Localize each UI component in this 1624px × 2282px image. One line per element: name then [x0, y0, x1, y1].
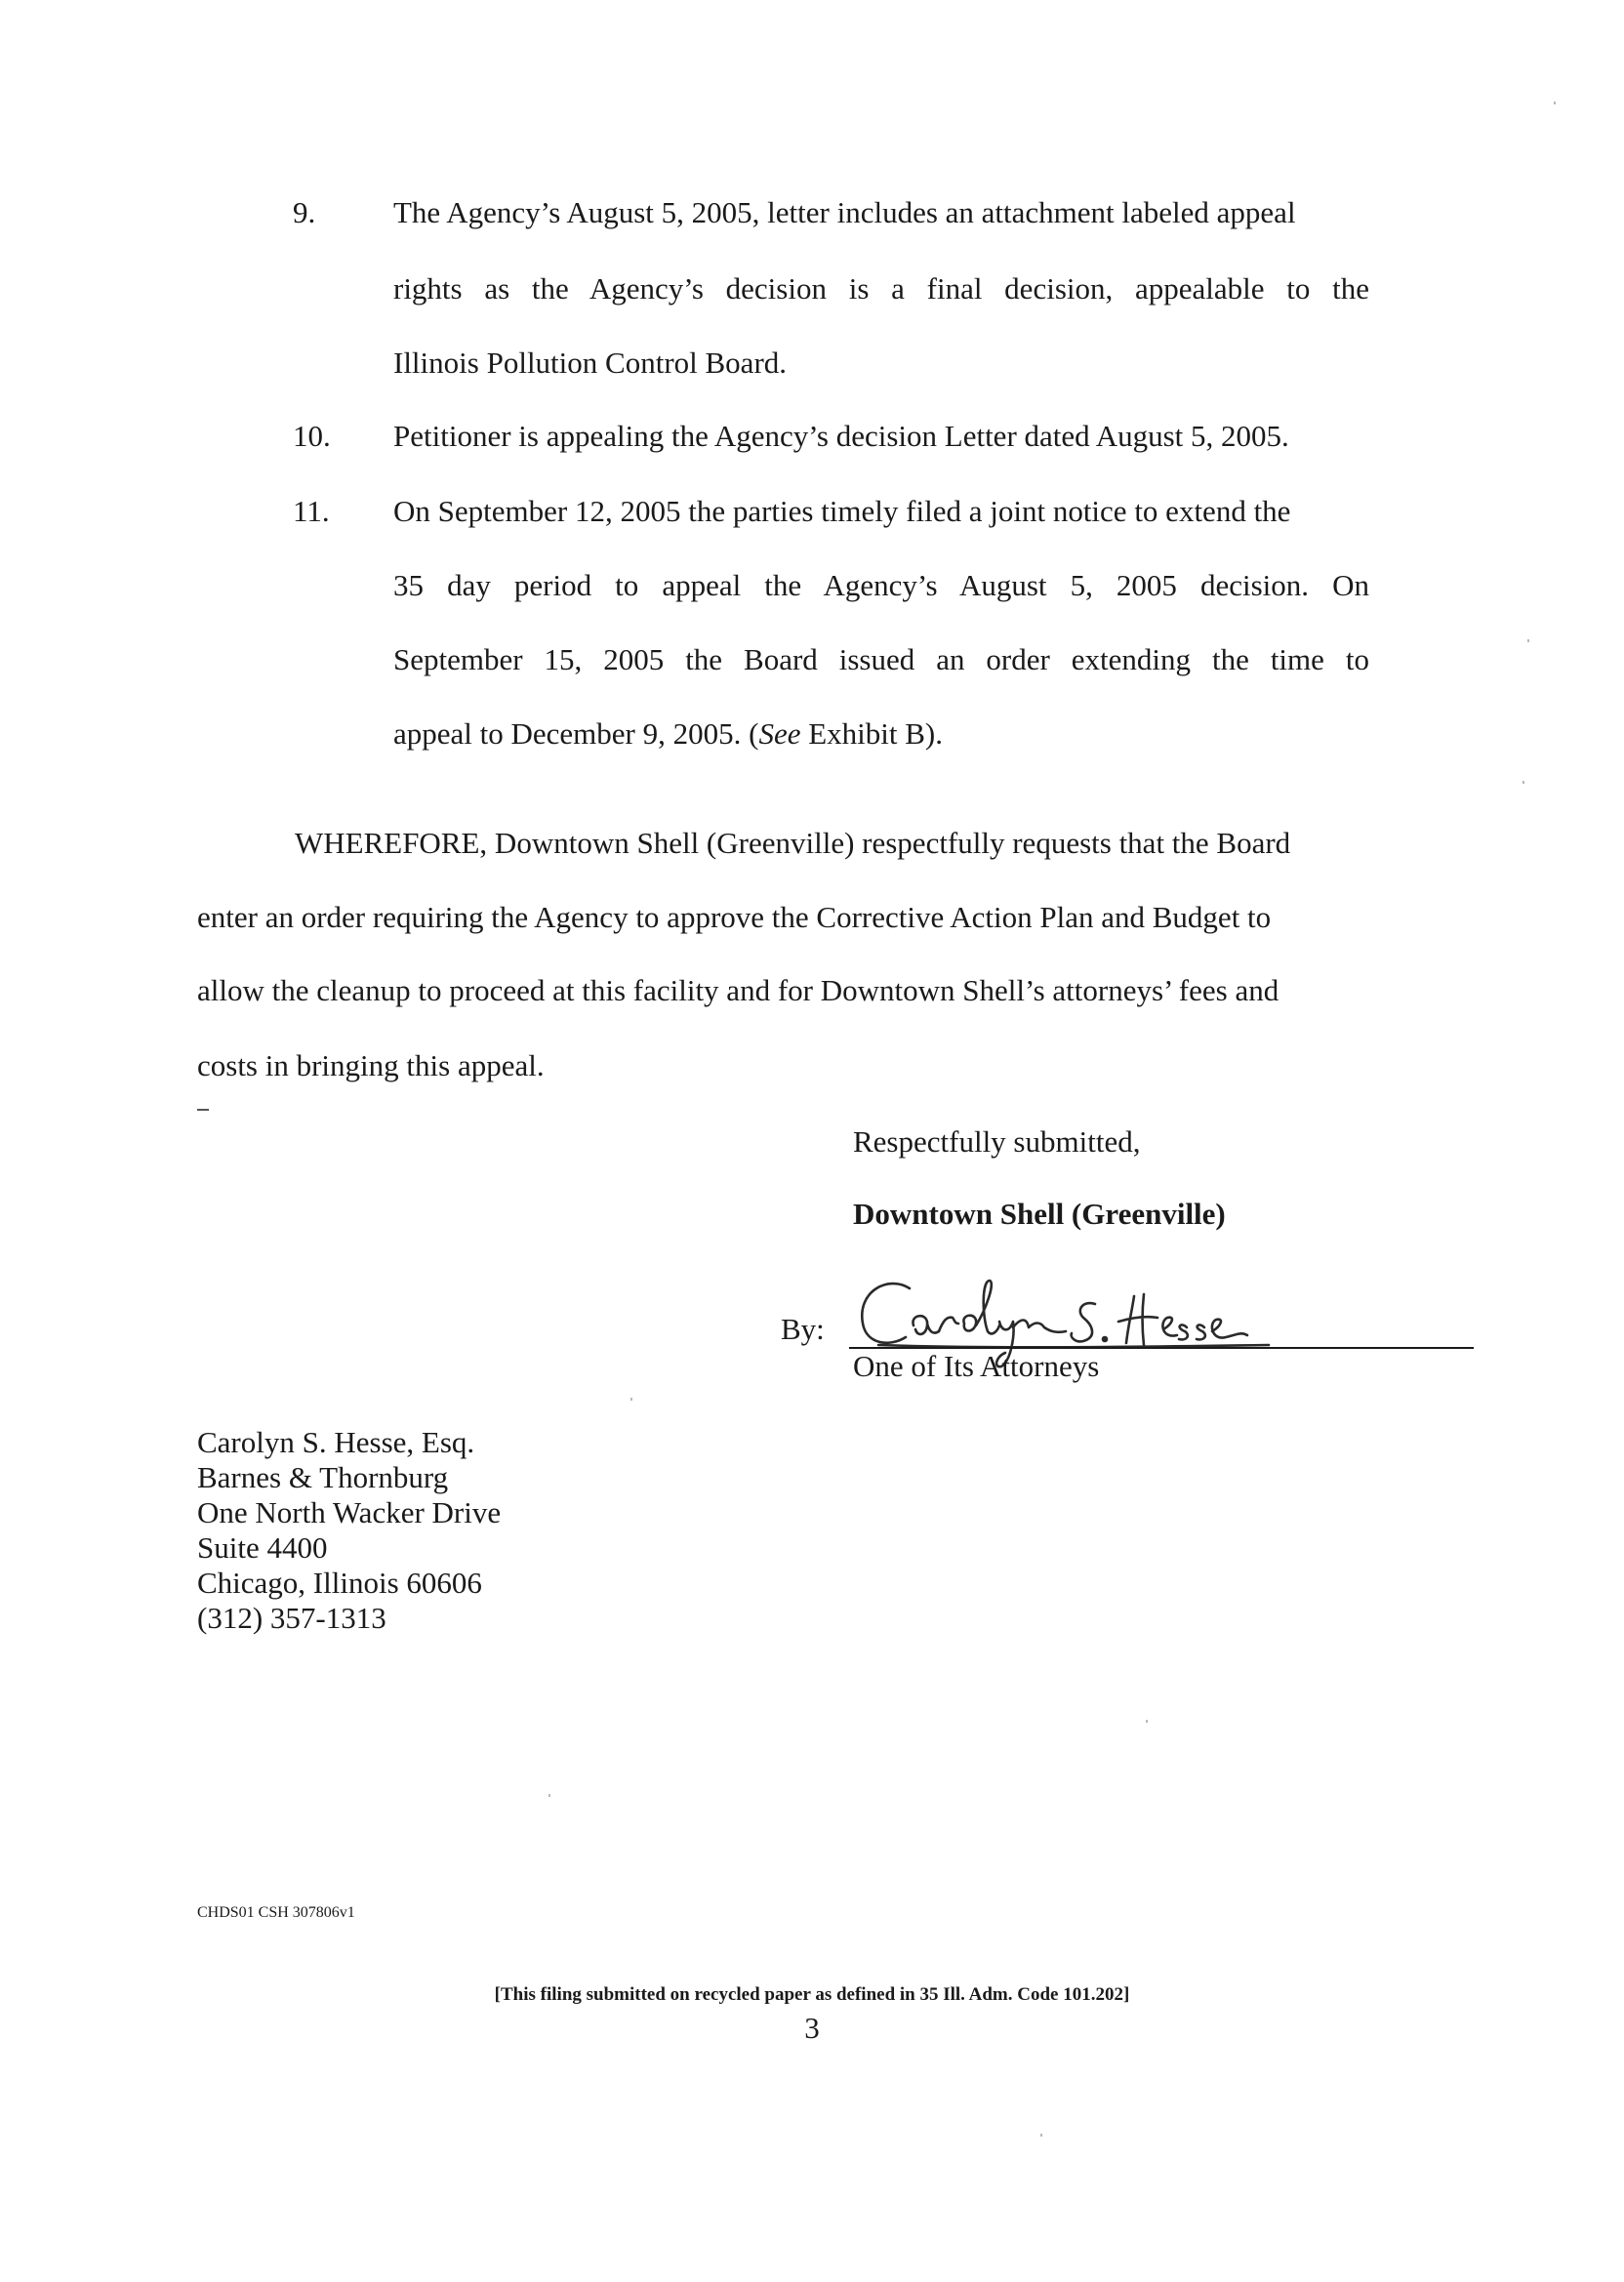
item-9-line-3: Illinois Pollution Control Board. [393, 346, 788, 380]
scan-speck [1522, 781, 1524, 784]
signer-title: One of Its Attorneys [853, 1349, 1100, 1383]
item-11-line-4-suffix: Exhibit B). [800, 716, 943, 751]
item-9-line-1: The Agency’s August 5, 2005, letter includes an attachment labeled appeal [393, 195, 1296, 229]
party-name: Downtown Shell (Greenville) [853, 1197, 1226, 1231]
item-11-line-3: September 15, 2005 the Board issued an order extending the time to [393, 642, 1369, 676]
address-line-4: Suite 4400 [197, 1530, 328, 1565]
address-line-3: One North Wacker Drive [197, 1495, 502, 1529]
scan-speck [1554, 102, 1556, 104]
stray-mark [197, 1109, 209, 1111]
item-11-line-1: On September 12, 2005 the parties timely filed a joint notice to extend the [393, 494, 1291, 528]
document-code: CHDS01 CSH 307806v1 [197, 1904, 355, 1921]
wherefore-line-3: allow the cleanup to proceed at this facility and for Downtown Shell’s attorneys’ fees and [197, 973, 1279, 1007]
scan-speck [548, 1794, 550, 1797]
scan-speck [630, 1398, 632, 1401]
scan-speck [1040, 2134, 1042, 2137]
respectfully-submitted: Respectfully submitted, [853, 1124, 1141, 1159]
item-9-line-2: rights as the Agency’s decision is a final decision, appealable to the [393, 271, 1369, 306]
wherefore-line-4: costs in bringing this appeal. [197, 1048, 545, 1082]
item-number: 11. [293, 494, 330, 528]
wherefore-line-2: enter an order requiring the Agency to approve the Corrective Action Plan and Budget to [197, 900, 1272, 934]
scan-speck [1527, 639, 1529, 642]
address-line-6: (312) 357-1313 [197, 1601, 386, 1635]
item-10-line-1: Petitioner is appealing the Agency’s decision Letter dated August 5, 2005. [393, 419, 1289, 453]
scan-speck [1146, 1720, 1148, 1723]
item-11-line-4 [393, 716, 943, 752]
footer-note: [This filing submitted on recycled paper as defined in 35 Ill. Adm. Code 101.202] [494, 1984, 1130, 2005]
item-11-line-4-prefix: appeal to December 9, 2005. ( [393, 716, 759, 751]
item-number: 10. [293, 419, 331, 453]
address-line-5: Chicago, Illinois 60606 [197, 1566, 482, 1600]
item-number: 9. [293, 195, 316, 229]
item-11-see-italic: See [758, 716, 801, 751]
address-line-2: Barnes & Thornburg [197, 1460, 449, 1494]
page-number: 3 [804, 2011, 820, 2045]
wherefore-line-1: WHEREFORE, Downtown Shell (Greenville) respectfully requests that the Board [295, 826, 1291, 860]
address-line-1: Carolyn S. Hesse, Esq. [197, 1425, 475, 1459]
by-label: By: [781, 1312, 825, 1346]
item-11-line-2: 35 day period to appeal the Agency’s August 5, 2005 decision. On [393, 568, 1369, 602]
